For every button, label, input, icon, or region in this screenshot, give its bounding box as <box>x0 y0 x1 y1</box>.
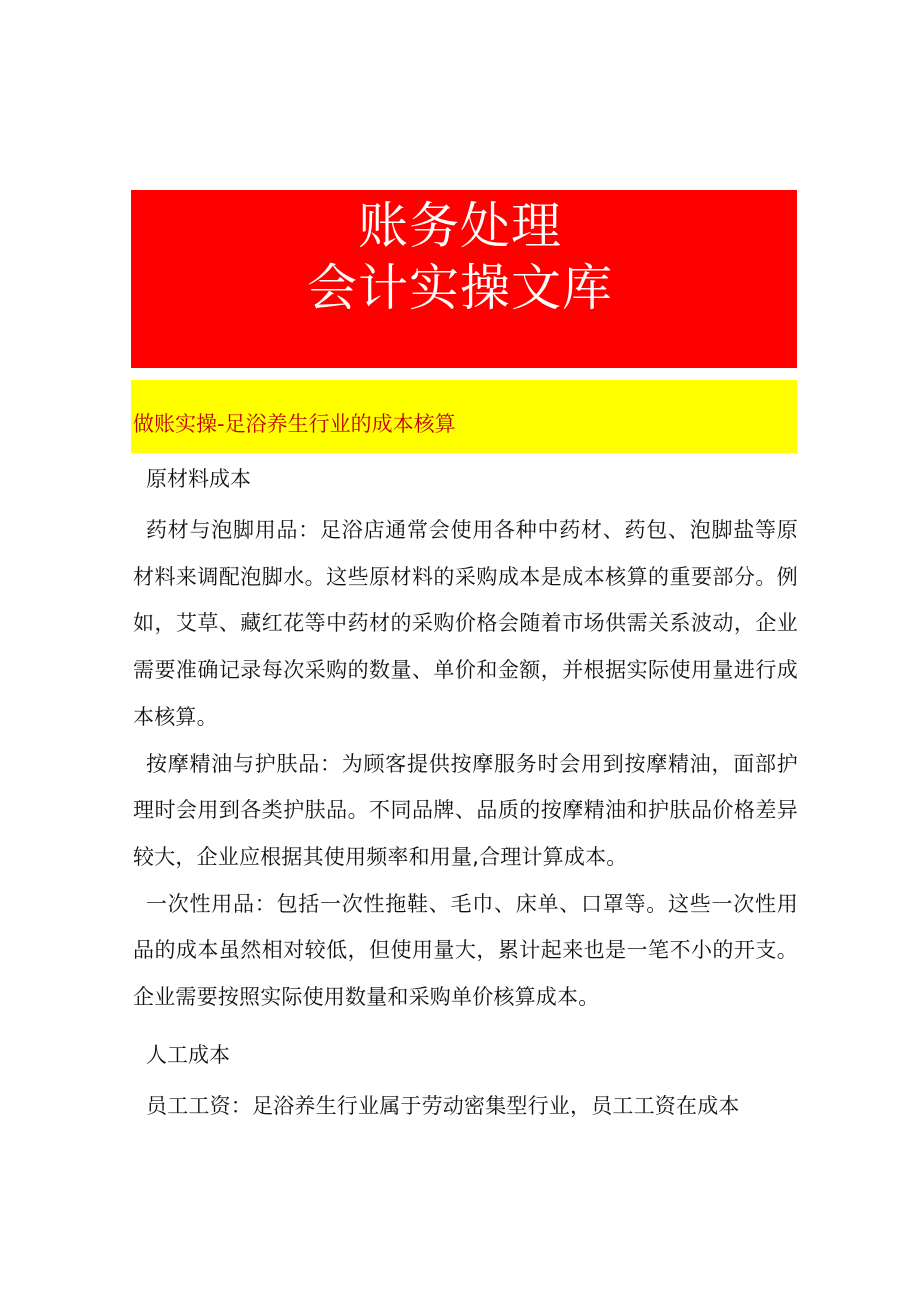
paragraph: 按摩精油与护肤品：为顾客提供按摩服务时会用到按摩精油，面部护理时会用到各类护肤品。不同品牌、品质的按摩精油和护肤品价格差异较大，企业应根据其使用频率和用量,合理计算成本。 <box>133 751 798 869</box>
section-labor <box>133 1039 798 1130</box>
section-heading: 人工成本 <box>146 1042 230 1067</box>
paragraph: 药材与泡脚用品：足浴店通常会使用各种中药材、药包、泡脚盐等原材料来调配泡脚水。这些原材料的采购成本是成本核算的重要部分。例如，艾草、藏红花等中药材的采购价格会随着市场供需关系波动，企业需要准确记录每次采购的数量、单价和金额，并根据实际使用量进行成本核算。 <box>133 518 798 729</box>
section-heading: 原材料成本 <box>146 467 251 491</box>
paragraph: 一次性用品：包括一次性拖鞋、毛巾、床单、口罩等。这些一次性用品的成本虽然相对较低，但使用量大，累计起来也是一笔不小的开支。企业需要按照实际使用数量和采购单价核算成本。 <box>133 891 798 1010</box>
paragraph: 员工工资：足浴养生行业属于劳动密集型行业，员工工资在成本 <box>146 1093 740 1118</box>
banner-title: 账务处理 <box>358 197 562 255</box>
section-raw-materials <box>133 463 798 1021</box>
banner-subtitle: 会计实操文库 <box>307 259 613 317</box>
document-title: 做账实操-足浴养生行业的成本核算 <box>133 412 456 436</box>
document-body <box>133 463 798 1129</box>
